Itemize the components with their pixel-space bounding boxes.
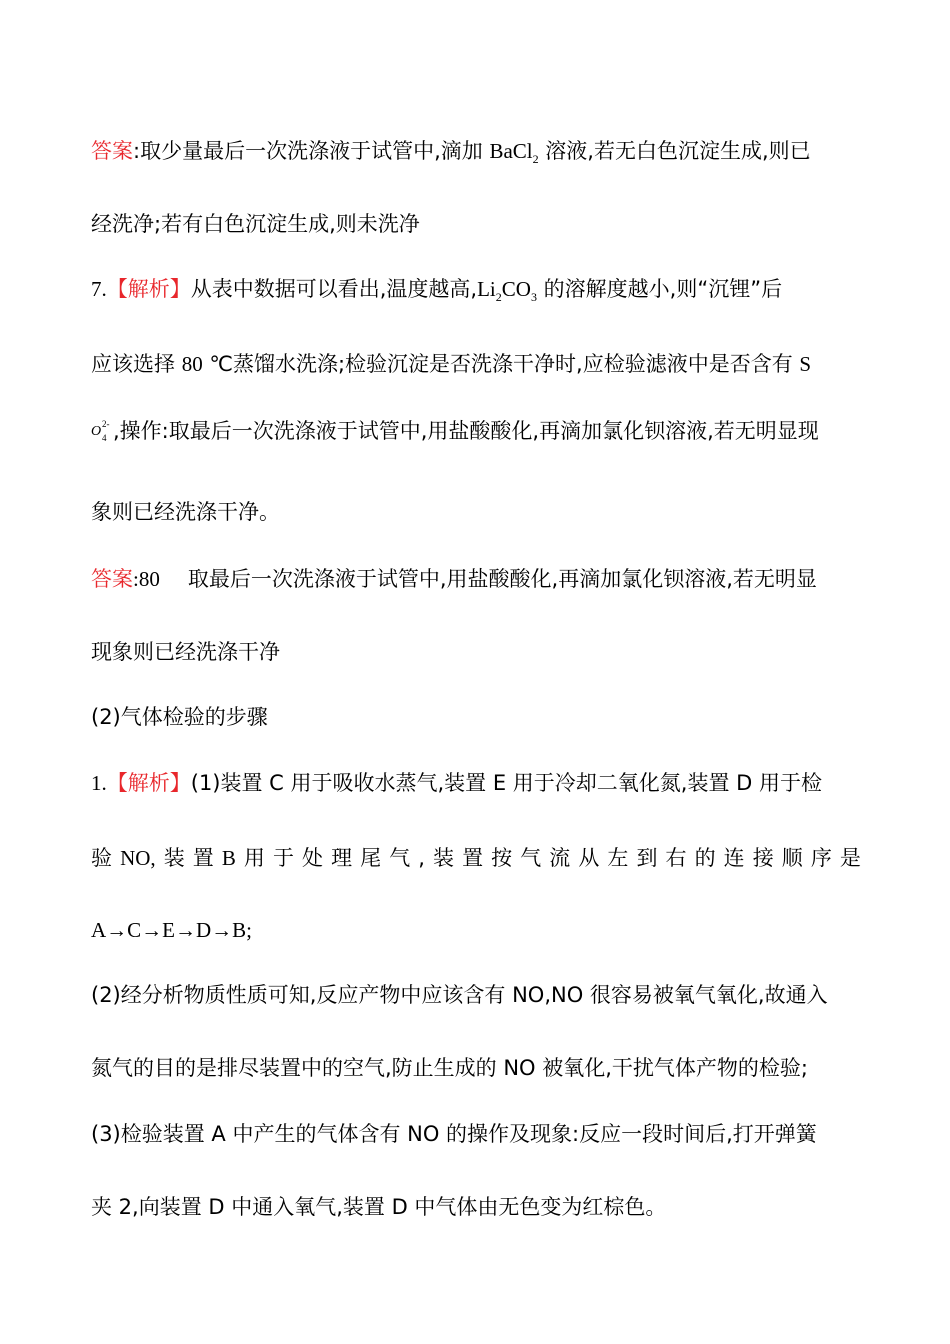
answer-text: :取少量最后一次洗涤液于试管中,滴加	[133, 139, 490, 163]
word: 顺	[781, 846, 803, 870]
analysis-1-line-1	[91, 768, 861, 798]
analysis-text: (2)经分析物质性质可知,反应产物中应该含有 NO,NO 很容易被氧气氧化,故通入	[91, 983, 828, 1007]
word: 置	[462, 846, 484, 870]
word: 流	[549, 846, 571, 870]
answer-line-2	[91, 209, 861, 239]
answer-text: 取最后一次洗涤液于试管中,用盐酸酸化,再滴加氯化钡溶液,若无明显	[187, 567, 817, 591]
analysis-7-line-1	[91, 274, 861, 304]
temperature-unit: ℃	[209, 352, 233, 376]
word: 置	[192, 846, 214, 870]
analysis-label: 【解析】	[106, 771, 191, 795]
analysis-text: ,操作:取最后一次洗涤液于试管中,用盐酸酸化,再滴加氯化钡溶液,若无明显现	[113, 419, 819, 443]
temperature-value: 80	[181, 352, 203, 376]
word: 理	[331, 846, 353, 870]
answer-text: 现象则已经洗涤干净	[91, 640, 280, 664]
word: 气	[389, 846, 411, 870]
question-number: 1.	[91, 771, 107, 795]
word: 按	[491, 846, 513, 870]
word: 接	[752, 846, 774, 870]
word: 是	[839, 846, 861, 870]
word: 气	[520, 846, 542, 870]
sulfate-ion-formula: O 4 2-	[91, 419, 110, 443]
word: 于	[272, 846, 294, 870]
answer-label: 答案	[91, 139, 133, 163]
word: 处	[302, 846, 324, 870]
analysis-1-line-5	[91, 1053, 861, 1083]
analysis-7-line-4	[91, 497, 861, 527]
analysis-7-line-2	[91, 349, 861, 379]
word: 从	[578, 846, 600, 870]
answer-temperature: :80	[133, 567, 160, 591]
word: 用	[243, 846, 265, 870]
analysis-7-line-3	[91, 416, 861, 446]
analysis-1-line-2	[91, 843, 861, 873]
section-heading	[91, 702, 861, 732]
word: 的	[694, 846, 716, 870]
word: 验	[91, 846, 112, 870]
analysis-1-line-4	[91, 980, 861, 1010]
analysis-text-cont: 蒸馏水洗涤;检验沉淀是否洗涤干净时,应检验滤液中是否含有	[232, 352, 800, 376]
word: 尾	[360, 846, 382, 870]
analysis-text: 氮气的目的是排尽装置中的空气,防止生成的 NO 被氧化,干扰气体产物的检验;	[91, 1056, 809, 1080]
answer-text: 经洗净;若有白色沉淀生成,则未洗净	[91, 212, 420, 236]
answer-line-1	[91, 136, 861, 166]
analysis-text: (3)检验装置 A 中产生的气体含有 NO 的操作及现象:反应一段时间后,打开弹簧	[91, 1122, 817, 1146]
formula-li2co3: $Li_2CO_3$	[477, 277, 537, 305]
analysis-1-line-3	[91, 915, 861, 945]
answer-7-line-2	[91, 637, 861, 667]
analysis-label: 【解析】	[106, 277, 191, 301]
word: 连	[723, 846, 745, 870]
analysis-text: 从表中数据可以看出,温度越高,	[190, 277, 478, 301]
analysis-text: 应该选择	[91, 352, 182, 376]
word: 序	[810, 846, 832, 870]
formula-bacl2: BaCl$_2$	[489, 139, 539, 167]
section-heading-text: (2)气体检验的步骤	[91, 705, 268, 729]
word: 装	[433, 846, 455, 870]
word: 装	[163, 846, 185, 870]
analysis-1-line-7	[91, 1192, 861, 1222]
answer-label: 答案	[91, 567, 133, 591]
word: 右	[665, 846, 687, 870]
sulfate-s: S	[799, 352, 812, 376]
question-number: 7.	[91, 277, 107, 301]
answer-7-line-1	[91, 564, 861, 594]
word: 左	[607, 846, 629, 870]
analysis-text: (1)装置 C 用于吸收水蒸气,装置 E 用于冷却二氧化氮,装置 D 用于检	[190, 771, 822, 795]
analysis-text: 象则已经洗涤干净。	[91, 500, 280, 524]
analysis-1-line-6	[91, 1119, 861, 1149]
word: ,	[418, 846, 425, 870]
word: 到	[636, 846, 658, 870]
analysis-text: 夹 2,向装置 D 中通入氧气,装置 D 中气体由无色变为红棕色。	[91, 1195, 667, 1219]
word: NO,	[120, 846, 156, 870]
connection-order: A→C→E→D→B;	[91, 918, 253, 942]
answer-text-cont: 溶液,若无白色沉淀生成,则已	[538, 139, 811, 163]
analysis-text-cont: 的溶解度越小,则“沉锂”后	[536, 277, 783, 301]
word: B	[221, 846, 236, 870]
